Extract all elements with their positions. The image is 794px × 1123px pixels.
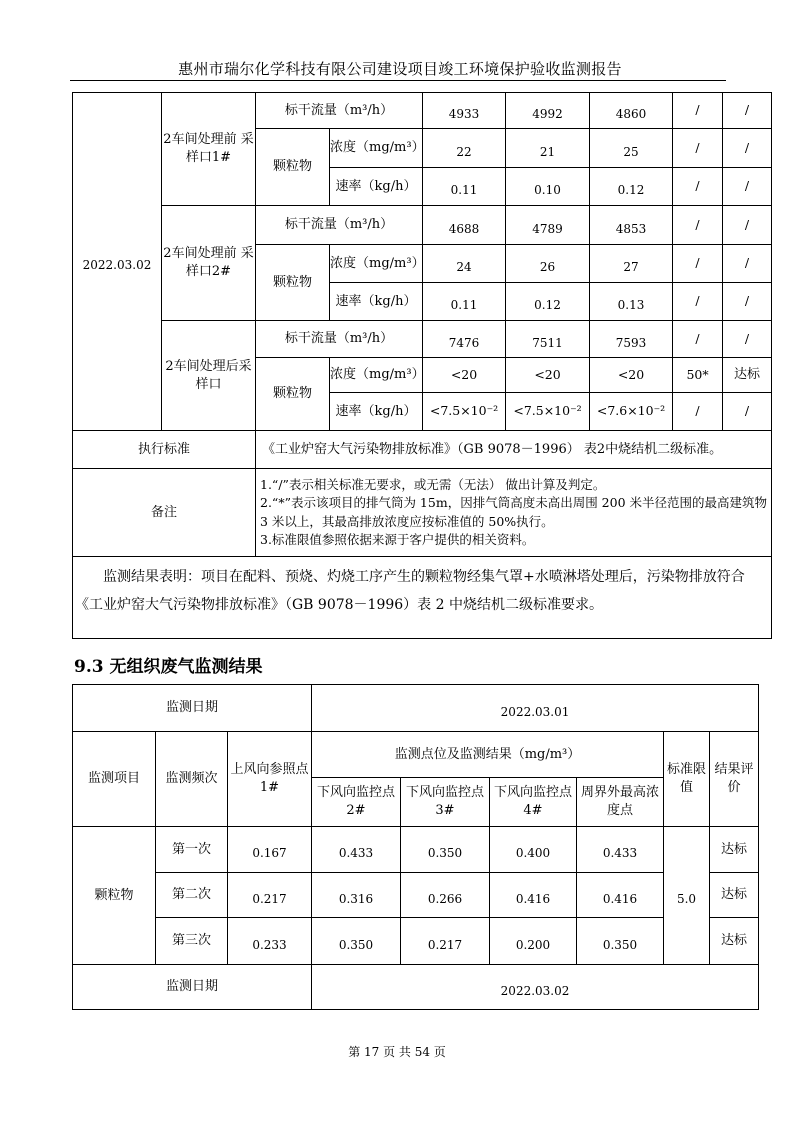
- page-number: 第 17 页 共 54 页: [348, 1045, 446, 1059]
- table-row: [73, 873, 759, 918]
- standard-limit: 5.0: [664, 827, 710, 965]
- remarks-label: 备注: [73, 469, 256, 557]
- item-name: 颗粒物: [73, 827, 156, 965]
- pollutant-name: 颗粒物: [256, 245, 330, 321]
- section-title: 9.3 无组织废气监测结果: [74, 657, 263, 677]
- cell-value: 4992: [506, 93, 590, 129]
- remark-item: 3.标准限值参照依据来源于客户提供的相关资料。: [260, 531, 535, 547]
- cell-value: 4860: [590, 93, 673, 129]
- cell-value: /: [723, 283, 772, 321]
- cell-value: /: [723, 93, 772, 129]
- rate-label: 速率（kg/h）: [330, 283, 423, 321]
- cell-value: <7.6×10⁻²: [590, 393, 673, 431]
- flow-label: 标干流量（m³/h）: [256, 93, 423, 129]
- cell-value: 4933: [423, 93, 506, 129]
- date-label: 监测日期: [73, 965, 312, 1010]
- cell-value: <7.5×10⁻²: [423, 393, 506, 431]
- cell-value: 21: [506, 129, 590, 168]
- table-row: [73, 93, 772, 129]
- table-row: [73, 685, 759, 732]
- cell-value: 0.217: [228, 873, 312, 918]
- point1-label: 上风向参照点1#: [228, 732, 312, 827]
- cell-value: 0.433: [312, 827, 401, 873]
- table-row: [73, 431, 772, 469]
- cell-value: <20: [506, 358, 590, 393]
- cell-value: 0.266: [401, 873, 490, 918]
- cell-value: 4853: [590, 206, 673, 245]
- cell-value: /: [673, 245, 723, 283]
- max-point-label: 周界外最高浓度点: [577, 778, 664, 827]
- table-row: [73, 206, 772, 245]
- cell-value: 0.200: [490, 918, 577, 965]
- cell-value: /: [723, 321, 772, 358]
- remarks-list: [256, 469, 772, 557]
- cell-value: 0.416: [577, 873, 664, 918]
- cell-value: /: [723, 245, 772, 283]
- flow-label: 标干流量（m³/h）: [256, 321, 423, 358]
- monitoring-conclusion: 监测结果表明：项目在配料、预烧、灼烧工序产生的颗粒物经集气罩+水喷淋塔处理后，污染物排放符合《工业炉窑大气污染物排放标准》（GB 9078－1996）表 2 中烧结机二级标准要求。: [73, 557, 772, 639]
- fugitive-emission-table: [72, 684, 759, 1010]
- cell-value: <7.5×10⁻²: [506, 393, 590, 431]
- remark-item: 1.“/”表示相关标准无要求，或无需（无法） 做出计算及判定。: [260, 477, 606, 493]
- cell-value: /: [673, 129, 723, 168]
- frequency: 第一次: [156, 827, 228, 873]
- point3-label: 下风向监控点3#: [401, 778, 490, 827]
- cell-value: <20: [590, 358, 673, 393]
- conc-label: 浓度（mg/m³）: [330, 358, 423, 393]
- eval-label: 结果评价: [710, 732, 759, 827]
- cell-value: 0.350: [401, 827, 490, 873]
- flow-label: 标干流量（m³/h）: [256, 206, 423, 245]
- cell-value: 0.217: [401, 918, 490, 965]
- cell-value: /: [673, 393, 723, 431]
- points-header: 监测点位及监测结果（mg/m³）: [312, 732, 664, 778]
- cell-value: 0.13: [590, 283, 673, 321]
- cell-value: 0.416: [490, 873, 577, 918]
- table-row: [73, 469, 772, 557]
- table-row: [73, 321, 772, 358]
- sampling-point-name: 2车间处理后采样口: [162, 321, 256, 431]
- table-row: [73, 557, 772, 639]
- cell-value: /: [723, 393, 772, 431]
- conc-label: 浓度（mg/m³）: [330, 245, 423, 283]
- cell-value: 0.11: [423, 283, 506, 321]
- organized-emission-table: [72, 92, 772, 639]
- cell-value: 0.350: [577, 918, 664, 965]
- page-header: 惠州市瑞尔化学科技有限公司建设项目竣工环境保护验收监测报告: [178, 60, 622, 78]
- rate-label: 速率（kg/h）: [330, 393, 423, 431]
- cell-value: 0.12: [590, 168, 673, 206]
- conc-label: 浓度（mg/m³）: [330, 129, 423, 168]
- table-row: [73, 827, 759, 873]
- freq-label: 监测频次: [156, 732, 228, 827]
- cell-value: /: [673, 321, 723, 358]
- evaluation-result: 达标: [710, 873, 759, 918]
- cell-value: 22: [423, 129, 506, 168]
- cell-value: /: [673, 93, 723, 129]
- cell-value: /: [723, 206, 772, 245]
- cell-value: /: [673, 168, 723, 206]
- point2-label: 下风向监控点2#: [312, 778, 401, 827]
- evaluation-result: 达标: [710, 918, 759, 965]
- frequency: 第二次: [156, 873, 228, 918]
- cell-value: 25: [590, 129, 673, 168]
- pollutant-name: 颗粒物: [256, 129, 330, 206]
- evaluation-result: 达标: [710, 827, 759, 873]
- standard-text: 《工业炉窑大气污染物排放标准》（GB 9078－1996） 表2中烧结机二级标准。: [256, 431, 772, 469]
- limit-label: 标准限值: [664, 732, 710, 827]
- table-row: [73, 732, 759, 778]
- cell-value: <20: [423, 358, 506, 393]
- cell-value: /: [723, 168, 772, 206]
- cell-value: 7476: [423, 321, 506, 358]
- sampling-point-name: 2车间处理前 采样口2#: [162, 206, 256, 321]
- rate-label: 速率（kg/h）: [330, 168, 423, 206]
- monitoring-date: 2022.03.02: [73, 93, 162, 431]
- cell-value: 0.167: [228, 827, 312, 873]
- cell-value: 26: [506, 245, 590, 283]
- cell-value: 50*: [673, 358, 723, 393]
- frequency: 第三次: [156, 918, 228, 965]
- cell-value: 0.10: [506, 168, 590, 206]
- cell-value: 27: [590, 245, 673, 283]
- cell-value: 24: [423, 245, 506, 283]
- cell-value: 4789: [506, 206, 590, 245]
- cell-value: /: [723, 129, 772, 168]
- pollutant-name: 颗粒物: [256, 358, 330, 431]
- cell-value: 0.316: [312, 873, 401, 918]
- remark-item: 2.“*”表示该项目的排气筒为 15m，因排气筒高度未高出周围 200 米半径范围的最高建筑物 3 米以上，其最高排放浓度应按标准值的 50%执行。: [260, 495, 767, 529]
- table-row: [73, 918, 759, 965]
- header-divider: [70, 80, 726, 81]
- sampling-point-name: 2车间处理前 采样口1#: [162, 93, 256, 206]
- date-label: 监测日期: [73, 685, 312, 732]
- cell-value: /: [673, 283, 723, 321]
- monitoring-date: 2022.03.01: [312, 685, 759, 732]
- cell-value: 0.233: [228, 918, 312, 965]
- cell-value: /: [673, 206, 723, 245]
- standard-label: 执行标准: [73, 431, 256, 469]
- monitoring-date: 2022.03.02: [312, 965, 759, 1010]
- cell-value: 4688: [423, 206, 506, 245]
- cell-value: 0.350: [312, 918, 401, 965]
- cell-value: 0.11: [423, 168, 506, 206]
- cell-value: 0.12: [506, 283, 590, 321]
- evaluation-result: 达标: [723, 358, 772, 393]
- table-row: [73, 965, 759, 1010]
- item-label: 监测项目: [73, 732, 156, 827]
- cell-value: 7593: [590, 321, 673, 358]
- cell-value: 0.400: [490, 827, 577, 873]
- cell-value: 0.433: [577, 827, 664, 873]
- cell-value: 7511: [506, 321, 590, 358]
- point4-label: 下风向监控点4#: [490, 778, 577, 827]
